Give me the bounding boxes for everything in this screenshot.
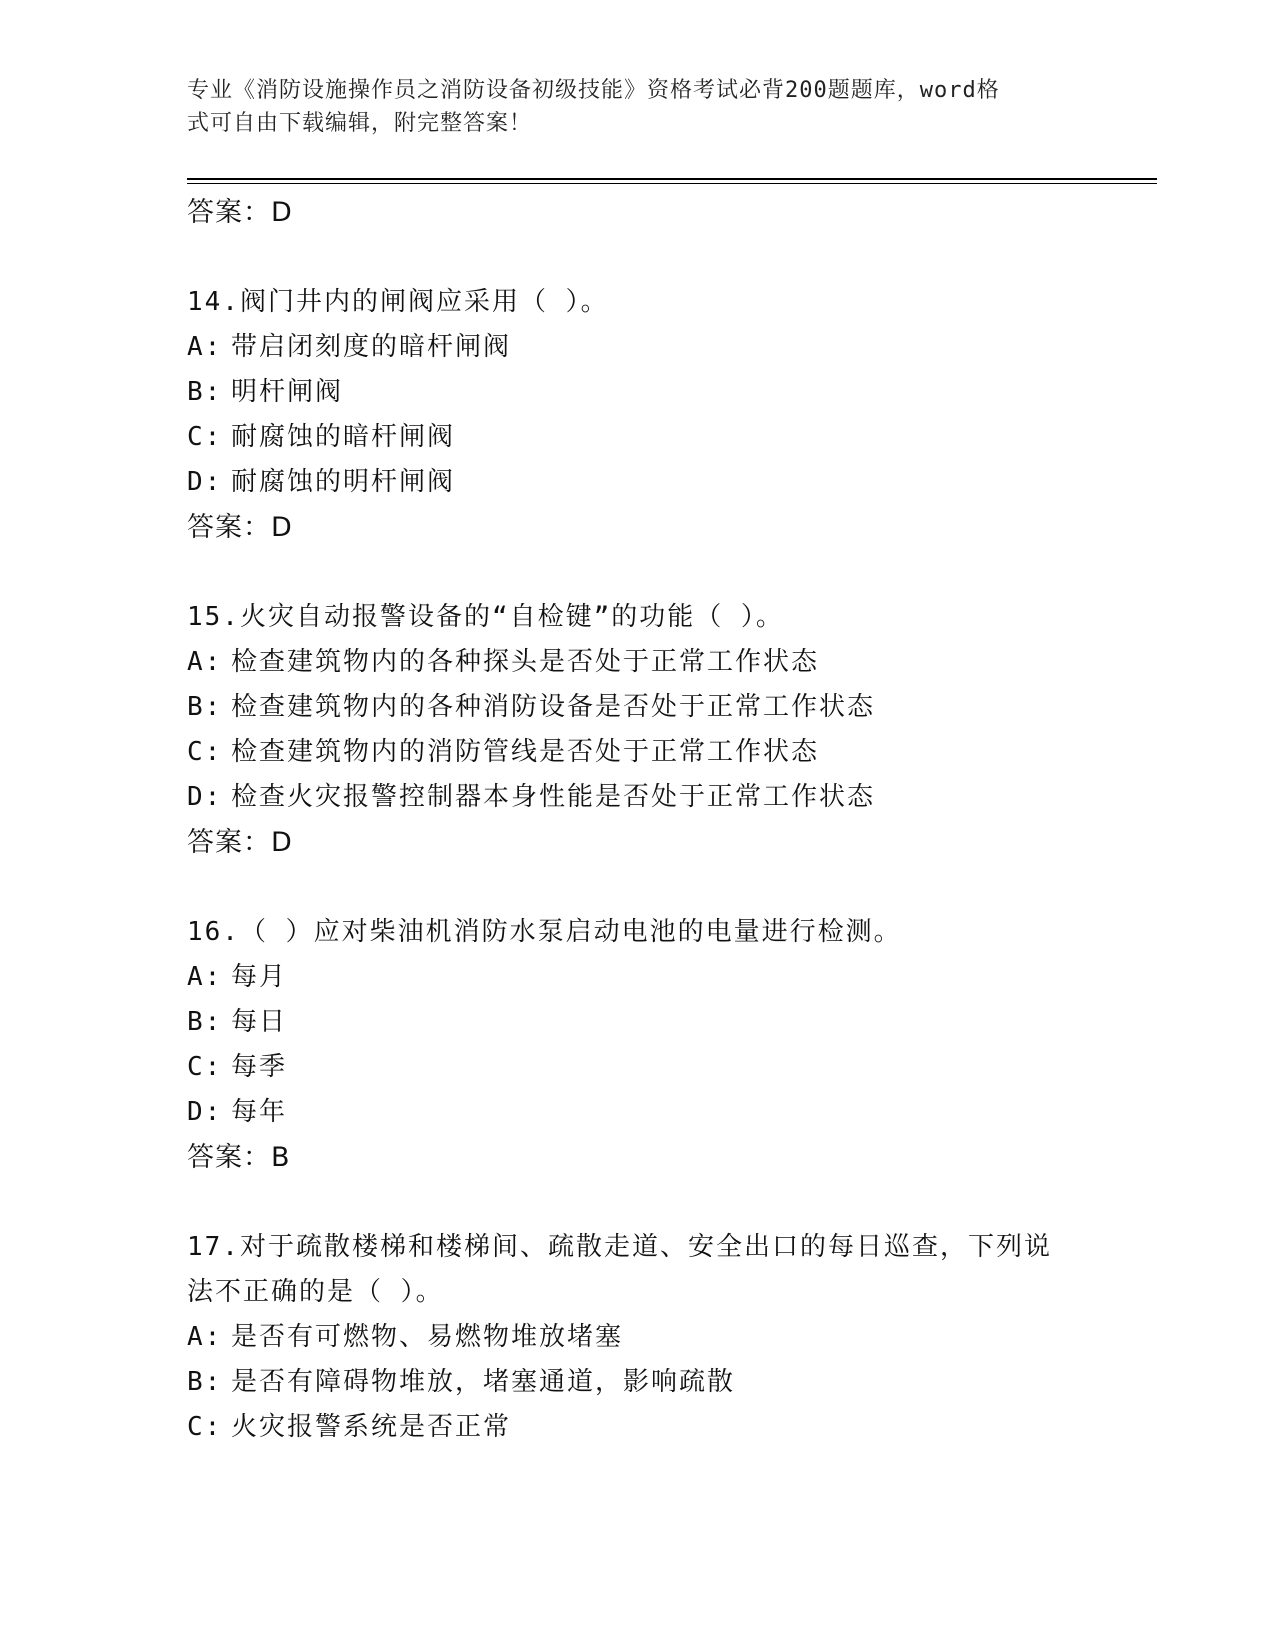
answer-line: 答案：D bbox=[187, 512, 293, 543]
answer-option bbox=[187, 1405, 1087, 1450]
answer-option bbox=[187, 1090, 1087, 1135]
answer-option bbox=[187, 775, 1087, 820]
option-text: 检查建筑物内的消防管线是否处于正常工作状态 bbox=[231, 737, 820, 767]
option-text: 每月 bbox=[231, 962, 288, 992]
answer-option bbox=[187, 1000, 1087, 1045]
option-key: B: bbox=[187, 692, 223, 722]
header-divider-thin bbox=[187, 183, 1157, 184]
document-header bbox=[187, 74, 1067, 140]
option-key: B: bbox=[187, 1007, 223, 1037]
question-text: 15.火灾自动报警设备的“自检键”的功能（ ）。 bbox=[187, 602, 784, 632]
questions-container bbox=[187, 280, 1087, 1450]
option-key: C: bbox=[187, 1412, 223, 1442]
option-key: A: bbox=[187, 332, 223, 362]
question-text: 14.阀门井内的闸阀应采用（ ）。 bbox=[187, 287, 609, 317]
option-text: 是否有障碍物堆放，堵塞通道，影响疏散 bbox=[231, 1367, 736, 1397]
answer-option bbox=[187, 1045, 1087, 1090]
answer-option bbox=[187, 685, 1087, 730]
option-text: 耐腐蚀的明杆闸阀 bbox=[231, 467, 456, 497]
option-key: D: bbox=[187, 467, 223, 497]
option-key: B: bbox=[187, 1367, 223, 1397]
option-text: 检查建筑物内的各种探头是否处于正常工作状态 bbox=[231, 647, 820, 677]
answer-option bbox=[187, 730, 1087, 775]
answer-option bbox=[187, 370, 1087, 415]
answer-option bbox=[187, 955, 1087, 1000]
option-key: B: bbox=[187, 377, 223, 407]
question-block bbox=[187, 1225, 1087, 1450]
option-text: 带启闭刻度的暗杆闸阀 bbox=[231, 332, 512, 362]
option-text: 检查火灾报警控制器本身性能是否处于正常工作状态 bbox=[231, 782, 876, 812]
option-key: D: bbox=[187, 782, 223, 812]
option-text: 明杆闸阀 bbox=[231, 377, 344, 407]
option-text: 每年 bbox=[231, 1097, 288, 1127]
option-key: D: bbox=[187, 1097, 223, 1127]
option-text: 耐腐蚀的暗杆闸阀 bbox=[231, 422, 456, 452]
question-list bbox=[187, 190, 1087, 1450]
option-text: 火灾报警系统是否正常 bbox=[231, 1412, 512, 1442]
answer-option bbox=[187, 415, 1087, 460]
option-key: C: bbox=[187, 737, 223, 767]
question-block bbox=[187, 595, 1087, 866]
option-text: 是否有可燃物、易燃物堆放堵塞 bbox=[231, 1322, 624, 1352]
header-line-2: 式可自由下载编辑，附完整答案！ bbox=[187, 111, 533, 136]
answer-option bbox=[187, 460, 1087, 505]
option-text: 检查建筑物内的各种消防设备是否处于正常工作状态 bbox=[231, 692, 876, 722]
option-key: C: bbox=[187, 422, 223, 452]
option-key: A: bbox=[187, 962, 223, 992]
answer-line: 答案：B bbox=[187, 1142, 291, 1173]
question-text: 16.（ ）应对柴油机消防水泵启动电池的电量进行检测。 bbox=[187, 917, 902, 947]
answer-option bbox=[187, 1360, 1087, 1405]
header-divider-thick bbox=[187, 178, 1157, 180]
answer-option bbox=[187, 640, 1087, 685]
header-line-1: 专业《消防设施操作员之消防设备初级技能》资格考试必背200题题库，word格 bbox=[187, 78, 1000, 103]
answer-option bbox=[187, 1315, 1087, 1360]
answer-line: 答案：D bbox=[187, 197, 293, 228]
question-text: 17.对于疏散楼梯和楼梯间、疏散走道、安全出口的每日巡查，下列说 bbox=[187, 1232, 1052, 1262]
option-text: 每季 bbox=[231, 1052, 288, 1082]
question-block bbox=[187, 280, 1087, 551]
option-text: 每日 bbox=[231, 1007, 288, 1037]
answer-option bbox=[187, 325, 1087, 370]
option-key: A: bbox=[187, 647, 223, 677]
option-key: A: bbox=[187, 1322, 223, 1352]
answer-line: 答案：D bbox=[187, 827, 293, 858]
option-key: C: bbox=[187, 1052, 223, 1082]
question-text: 法不正确的是（ ）。 bbox=[187, 1277, 444, 1307]
question-block bbox=[187, 910, 1087, 1181]
